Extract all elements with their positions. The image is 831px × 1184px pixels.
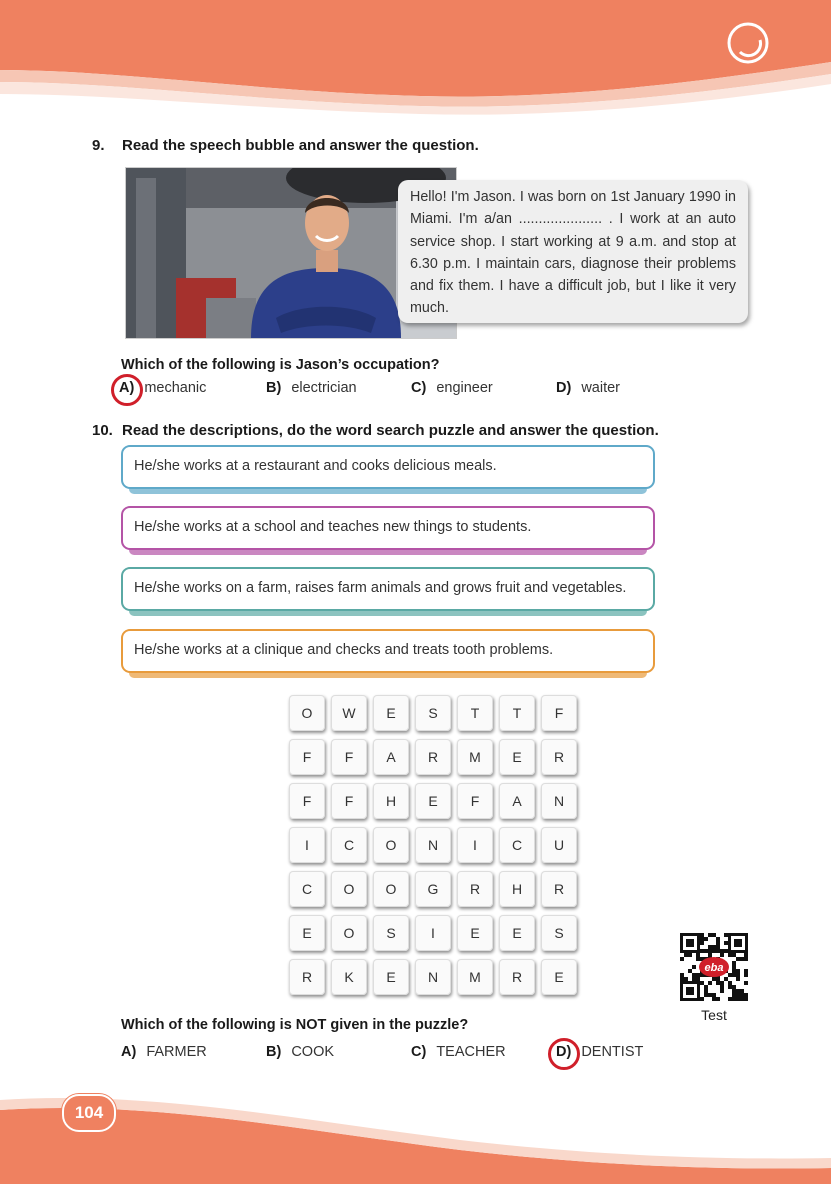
option-text: FARMER <box>146 1044 207 1060</box>
grid-cell: S <box>541 915 577 951</box>
q9-number: 9. <box>92 137 105 154</box>
description-text: He/she works at a restaurant and cooks delicious meals. <box>134 458 497 474</box>
grid-cell: F <box>331 739 367 775</box>
grid-cell: O <box>373 871 409 907</box>
grid-cell: R <box>457 871 493 907</box>
option-letter: A) <box>119 380 135 396</box>
grid-cell: E <box>373 695 409 731</box>
q9-option-b[interactable] <box>266 380 357 396</box>
q9-option-a[interactable] <box>119 380 206 396</box>
q10-heading <box>92 422 659 439</box>
option-letter: A) <box>121 1044 137 1060</box>
description-text: He/she works at a school and teaches new things to students. <box>134 519 532 535</box>
q10-question: Which of the following is NOT given in the puzzle? <box>121 1017 469 1033</box>
grid-cell: E <box>457 915 493 951</box>
option-text: TEACHER <box>436 1044 506 1060</box>
q9-heading <box>92 137 479 154</box>
q9-question: Which of the following is Jason’s occupation? <box>121 357 440 373</box>
grid-cell: E <box>415 783 451 819</box>
grid-cell: N <box>415 959 451 995</box>
page-number: 104 <box>62 1094 116 1132</box>
q9-option-c[interactable] <box>411 380 493 396</box>
option-letter: C) <box>411 380 427 396</box>
grid-cell: T <box>457 695 493 731</box>
grid-cell: G <box>415 871 451 907</box>
svg-text:eba: eba <box>704 962 724 974</box>
grid-cell: H <box>373 783 409 819</box>
grid-cell: A <box>373 739 409 775</box>
grid-cell: E <box>373 959 409 995</box>
footer-band <box>0 1070 831 1184</box>
option-letter: D) <box>556 1044 572 1060</box>
description-text: He/she works at a clinique and checks and treats tooth problems. <box>134 642 554 658</box>
grid-cell: H <box>499 871 535 907</box>
grid-cell: R <box>541 871 577 907</box>
grid-cell: F <box>541 695 577 731</box>
q10-instruction: Read the descriptions, do the word search puzzle and answer the question. <box>122 422 659 439</box>
qr-label: Test <box>701 1007 727 1023</box>
q9-instruction: Read the speech bubble and answer the question. <box>122 137 479 154</box>
grid-cell: F <box>289 739 325 775</box>
grid-cell: R <box>289 959 325 995</box>
grid-cell: N <box>415 827 451 863</box>
grid-cell: O <box>331 871 367 907</box>
q9-option-d[interactable] <box>556 380 620 396</box>
grid-cell: K <box>331 959 367 995</box>
grid-cell: T <box>499 695 535 731</box>
option-text: waiter <box>581 380 620 396</box>
grid-cell: C <box>331 827 367 863</box>
grid-cell: M <box>457 959 493 995</box>
grid-cell: S <box>415 695 451 731</box>
grid-cell: R <box>499 959 535 995</box>
grid-cell: O <box>331 915 367 951</box>
option-letter: B) <box>266 1044 282 1060</box>
grid-cell: I <box>457 827 493 863</box>
description-box-teacher <box>121 506 655 550</box>
grid-cell: I <box>289 827 325 863</box>
grid-cell: C <box>499 827 535 863</box>
q10-option-b[interactable] <box>266 1044 334 1060</box>
option-text: DENTIST <box>581 1044 644 1060</box>
grid-cell: S <box>373 915 409 951</box>
speech-bubble: Hello! I'm Jason. I was born on 1st January 1990 in Miami. I'm a/an ..................... . I work at an auto service shop. I start working at 9 a.m. and stop at 6.30 p.m. I maintain cars, diagnose their problems and fix them. I have a difficult job, but I like it very much. <box>398 180 748 323</box>
description-box-farmer <box>121 567 655 611</box>
grid-cell: F <box>457 783 493 819</box>
option-text: mechanic <box>144 380 207 396</box>
grid-cell: I <box>415 915 451 951</box>
q10-option-a[interactable] <box>121 1044 207 1060</box>
grid-cell: A <box>499 783 535 819</box>
grid-cell: C <box>289 871 325 907</box>
grid-cell: E <box>499 915 535 951</box>
q10-number: 10. <box>92 422 113 439</box>
grid-cell: M <box>457 739 493 775</box>
option-letter: B) <box>266 380 282 396</box>
description-box-dentist <box>121 629 655 673</box>
grid-cell: O <box>373 827 409 863</box>
option-letter: D) <box>556 380 572 396</box>
grid-cell: N <box>541 783 577 819</box>
option-text: COOK <box>291 1044 335 1060</box>
grid-cell: R <box>415 739 451 775</box>
option-text: electrician <box>291 380 357 396</box>
description-text: He/she works on a farm, raises farm animals and grows fruit and vegetables. <box>134 580 627 596</box>
grid-cell: F <box>289 783 325 819</box>
description-box-chef <box>121 445 655 489</box>
q10-option-c[interactable] <box>411 1044 506 1060</box>
grid-cell: R <box>541 739 577 775</box>
option-text: engineer <box>436 380 493 396</box>
header-band <box>0 0 831 120</box>
grid-cell: E <box>541 959 577 995</box>
grid-cell: E <box>499 739 535 775</box>
grid-cell: O <box>289 695 325 731</box>
grid-cell: E <box>289 915 325 951</box>
option-letter: C) <box>411 1044 427 1060</box>
grid-cell: W <box>331 695 367 731</box>
grid-cell: F <box>331 783 367 819</box>
grid-cell: U <box>541 827 577 863</box>
q10-option-d[interactable] <box>556 1044 643 1060</box>
qr-code-icon[interactable] <box>680 933 748 1001</box>
